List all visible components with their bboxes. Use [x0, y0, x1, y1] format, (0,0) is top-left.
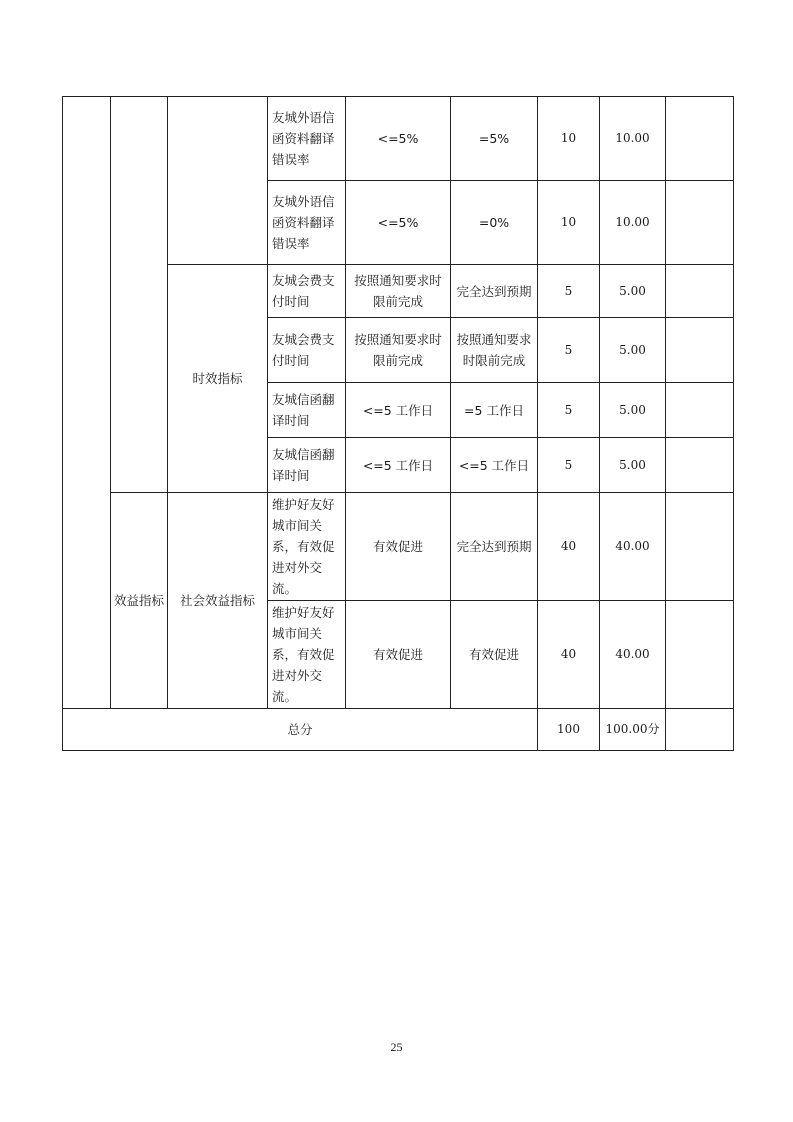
score-cell: 5.00 [600, 265, 666, 318]
indicator-cell: 友城信函翻译时间 [268, 438, 346, 493]
page-number: 25 [390, 1040, 403, 1054]
score-cell: 5.00 [600, 383, 666, 438]
target-cell: <=5 工作日 [346, 383, 451, 438]
actual-cell: 完全达到预期 [451, 493, 538, 601]
score-cell: 10.00 [600, 181, 666, 265]
actual-cell: =0% [451, 181, 538, 265]
remark-cell [666, 265, 734, 318]
score-cell: 10.00 [600, 97, 666, 181]
actual-cell: 按照通知要求时限前完成 [451, 318, 538, 383]
remark-cell [666, 97, 734, 181]
score-cell: 40.00 [600, 601, 666, 709]
group-timeliness: 时效指标 [168, 265, 268, 493]
indicator-cell: 维护好友好城市间关系，有效促进对外交流。 [268, 493, 346, 601]
group-benefit: 效益指标 [111, 493, 168, 709]
actual-cell: 有效促进 [451, 601, 538, 709]
actual-cell: =5 工作日 [451, 383, 538, 438]
performance-table [62, 96, 734, 751]
remark-cell [666, 383, 734, 438]
target-cell: 有效促进 [346, 493, 451, 601]
total-weight: 100 [538, 709, 600, 751]
weight-cell: 5 [538, 265, 600, 318]
score-cell: 5.00 [600, 438, 666, 493]
actual-cell: =5% [451, 97, 538, 181]
score-cell: 40.00 [600, 493, 666, 601]
total-label: 总分 [63, 709, 538, 751]
secondary-indicator-cell [168, 97, 268, 265]
total-score: 100.00分 [600, 709, 666, 751]
actual-cell: 完全达到预期 [451, 265, 538, 318]
actual-cell: <=5 工作日 [451, 438, 538, 493]
weight-cell: 5 [538, 383, 600, 438]
remark-cell [666, 601, 734, 709]
weight-cell: 40 [538, 601, 600, 709]
target-cell: 按照通知要求时限前完成 [346, 265, 451, 318]
indicator-cell: 维护好友好城市间关系，有效促进对外交流。 [268, 601, 346, 709]
table-row [63, 97, 734, 181]
indicator-cell: 友城信函翻译时间 [268, 383, 346, 438]
primary-indicator-cell [111, 97, 168, 493]
weight-cell: 5 [538, 318, 600, 383]
group-social-benefit: 社会效益指标 [168, 493, 268, 709]
remark-cell [666, 493, 734, 601]
weight-cell: 10 [538, 97, 600, 181]
score-cell: 5.00 [600, 318, 666, 383]
remark-cell [666, 181, 734, 265]
indicator-cell: 友城外语信函资料翻译错误率 [268, 97, 346, 181]
weight-cell: 40 [538, 493, 600, 601]
target-cell: <=5% [346, 181, 451, 265]
total-row [63, 709, 734, 751]
remark-cell [666, 318, 734, 383]
total-remark [666, 709, 734, 751]
target-cell: 有效促进 [346, 601, 451, 709]
remark-cell [666, 438, 734, 493]
weight-cell: 10 [538, 181, 600, 265]
target-cell: <=5 工作日 [346, 438, 451, 493]
category-cell [63, 97, 111, 709]
indicator-cell: 友城外语信函资料翻译错误率 [268, 181, 346, 265]
table-row [63, 493, 734, 601]
indicator-cell: 友城会费支付时间 [268, 318, 346, 383]
target-cell: <=5% [346, 97, 451, 181]
target-cell: 按照通知要求时限前完成 [346, 318, 451, 383]
indicator-cell: 友城会费支付时间 [268, 265, 346, 318]
weight-cell: 5 [538, 438, 600, 493]
